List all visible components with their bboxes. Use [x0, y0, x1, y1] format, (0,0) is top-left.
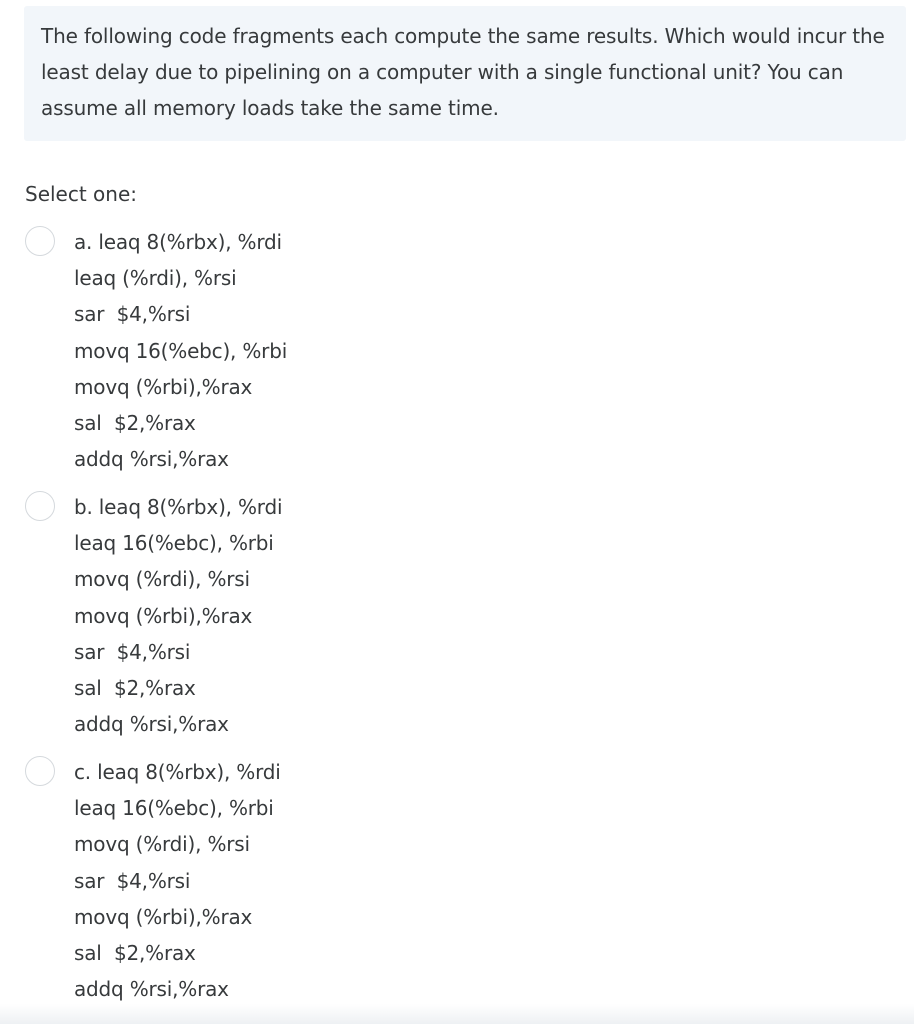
radio-button-a[interactable] — [25, 226, 55, 256]
option-c-line: addq %rsi,%rax — [74, 977, 229, 1002]
question-box — [24, 6, 906, 141]
select-one-label: Select one: — [25, 182, 138, 206]
question-text: The following code fragments each compute the same results. Which would incur the least delay due to pipelining on a computer with a single functional unit? You can assume all memory loads take the same time. — [41, 24, 885, 120]
option-b-line: addq %rsi,%rax — [74, 712, 229, 737]
radio-button-c[interactable] — [25, 756, 55, 786]
option-b-line: movq (%rbi),%rax — [74, 603, 253, 628]
option-c-line: sal $2,%rax — [74, 940, 196, 965]
option-b-line: movq (%rdi), %rsi — [74, 567, 250, 592]
radio-button-b[interactable] — [25, 491, 55, 521]
option-c-line: movq (%rdi), %rsi — [74, 832, 250, 857]
option-a-line: sal $2,%rax — [74, 410, 196, 435]
option-b-line: leaq 16(%ebc), %rbi — [74, 531, 274, 556]
option-c-line: leaq 16(%ebc), %rbi — [74, 796, 274, 821]
option-a-line: sar $4,%rsi — [74, 302, 191, 327]
option-a-line: leaq (%rdi), %rsi — [74, 266, 237, 291]
option-b-line: b. leaq 8(%rbx), %rdi — [74, 495, 283, 519]
bottom-fade — [0, 1004, 914, 1024]
option-b-code — [74, 489, 282, 742]
option-a-code — [74, 224, 287, 477]
option-c-line: c. leaq 8(%rbx), %rdi — [74, 760, 281, 784]
option-a-line: movq 16(%ebc), %rbi — [74, 338, 288, 363]
option-a-line: a. leaq 8(%rbx), %rdi — [74, 230, 282, 254]
option-b-line: sar $4,%rsi — [74, 639, 191, 664]
option-c-code — [74, 754, 281, 1007]
option-c-line: sar $4,%rsi — [74, 868, 191, 893]
option-a-line: movq (%rbi),%rax — [74, 374, 253, 399]
option-c-line: movq (%rbi),%rax — [74, 904, 253, 929]
option-b-line: sal $2,%rax — [74, 675, 196, 700]
option-a-line: addq %rsi,%rax — [74, 447, 229, 472]
